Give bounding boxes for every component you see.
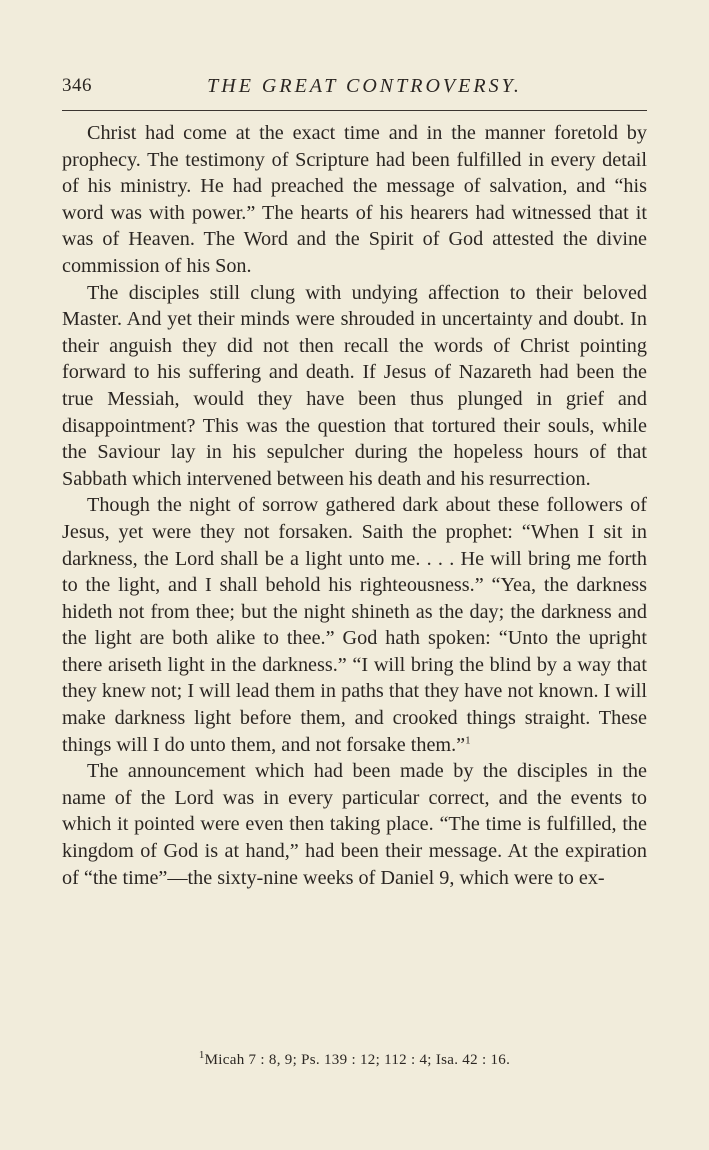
body-text (62, 120, 647, 891)
page-header (62, 75, 647, 103)
footnote (62, 1049, 647, 1069)
paragraph: Christ had come at the exact time and in the manner foretold by prophecy. The testimony of Scripture had been fulfilled in every detail of his ministry. He had preached the message of salvation, and “his word was with power.” The hearts of his hearers had witnessed that it was of Heaven. The Word and the Spirit of God attested the divine commission of his Son. (62, 122, 647, 277)
paragraph-text: Though the night of sorrow gathered dark about these followers of Jesus, yet were they not forsaken. Saith the prophet: “When I sit in darkness, the Lord shall be a light unto me. . . . He will bring me forth to the light, and I shall behold his righteousness.” “Yea, the darkness hideth not from thee; but the night shineth as the day; the darkness and the light are both alike to thee.” God hath spoken: “Unto the upright there ariseth light in the darkness.” “I will bring the blind by a way that they knew not; I will lead them in paths that they have not known. I will make darkness light before them, and crooked things straight. These things will I do unto them, and not forsake them.” (62, 494, 647, 756)
page-number: 346 (62, 75, 92, 96)
paragraph: The announcement which had been made by the disciples in the name of the Lord was in every particular correct, and the events to which it pointed were even then taking place. “The time is fulfilled, the kingdom of God is at hand,” had been their message. At the expiration of “the time”—the sixty-nine weeks of Daniel 9, which were to ex- (62, 760, 647, 889)
running-title: THE GREAT CONTROVERSY. (207, 75, 522, 97)
paragraph (62, 280, 647, 493)
footnote-text: Micah 7 : 8, 9; Ps. 139 : 12; 112 : 4; Isa. 42 : 16. (204, 1052, 511, 1068)
header-rule (62, 110, 647, 111)
footnote-reference: 1 (465, 733, 471, 746)
footnote-marker: 1 (198, 1049, 205, 1061)
paragraph-text: The disciples still clung with undying affection to their beloved Master. And yet their minds were shrouded in uncertainty and doubt. In their anguish they did not then recall the words of Christ pointing forward to his suffering and death. If Jesus of Nazareth had been the true Messiah, would they have been thus plunged in grief and disappointment? This was the question that tortured their souls, while the Saviour lay in his sepulcher during the hopeless hours of that Sabbath which intervened between his death and his resurrection. (62, 281, 647, 490)
paragraph (62, 492, 647, 758)
